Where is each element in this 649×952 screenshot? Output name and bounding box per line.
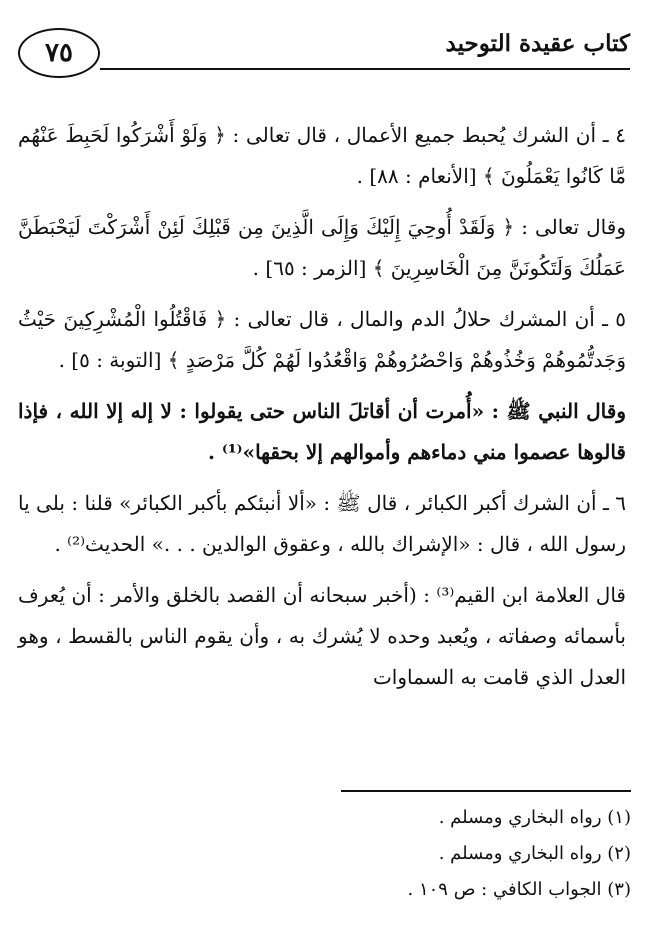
paragraph-4-deeds: ٤ ـ أن الشرك يُحبط جميع الأعمال ، قال تعالى : ﴿ وَلَوْ أَشْرَكُوا لَحَبِطَ عَنْهُم مَّا كَانُوا يَعْمَلُونَ ﴾ [الأنعام : ٨٨] . (18, 123, 626, 188)
footnotes (231, 800, 631, 908)
book-title: كتاب عقيدة التوحيد (445, 30, 630, 57)
page-header (18, 28, 630, 94)
paragraph-5-blood: ٥ ـ أن المشرك حلالُ الدم والمال ، قال تعالى : ﴿ فَاقْتُلُوا الْمُشْرِكِينَ حَيْثُ وَجَدتُّمُوهُمْ وَخُذُوهُمْ وَاحْصُرُوهُمْ وَاقْعُدُوا لَهُمْ كُلَّ مَرْصَدٍ ﴾ [التوبة : ٥] . (18, 307, 626, 372)
paragraph-6-major-sins: ٦ ـ أن الشرك أكبر الكبائر ، قال ﷺ : «ألا أنبئكم بأكبر الكبائر» قلنا : بلى يا رسول الله ، قال : «الإشراك بالله ، وعقوق الوالدين . . .» الحديث⁽²⁾ . (18, 491, 626, 556)
footnote-3: (٣) الجواب الكافي : ص ١٠٩ . (407, 879, 631, 900)
footnote-divider (341, 790, 631, 792)
footnote-1: (١) رواه البخاري ومسلم . (438, 807, 631, 828)
paragraph-zumar: وقال تعالى : ﴿ وَلَقَدْ أُوحِيَ إِلَيْكَ وَإِلَى الَّذِينَ مِن قَبْلِكَ لَئِنْ أَشْرَكْتَ لَيَحْبَطَنَّ عَمَلُكَ وَلَتَكُونَنَّ مِنَ الْخَاسِرِينَ ﴾ [الزمر : ٦٥] . (18, 215, 626, 280)
main-text (18, 115, 626, 704)
paragraph-ibn-qayyim: قال العلامة ابن القيم⁽³⁾ : (أخبر سبحانه أن القصد بالخلق والأمر : أن يُعرف بأسمائه وصفاته ، ويُعبد وحده لا يُشرك به ، وأن يقوم الناس بالقسط ، وهو العدل الذي قامت به السماوات (18, 583, 626, 689)
header-rule (100, 68, 630, 70)
footnote-2: (٢) رواه البخاري ومسلم . (438, 843, 631, 864)
page-number: ٧٥ (18, 28, 100, 78)
paragraph-hadith-fight: وقال النبي ﷺ : «أُمرت أن أقاتلَ الناس حتى يقولوا : لا إله إلا الله ، فإذا قالوها عصموا مني دماءهم وأموالهم إلا بحقها»⁽¹⁾ . (18, 399, 626, 464)
